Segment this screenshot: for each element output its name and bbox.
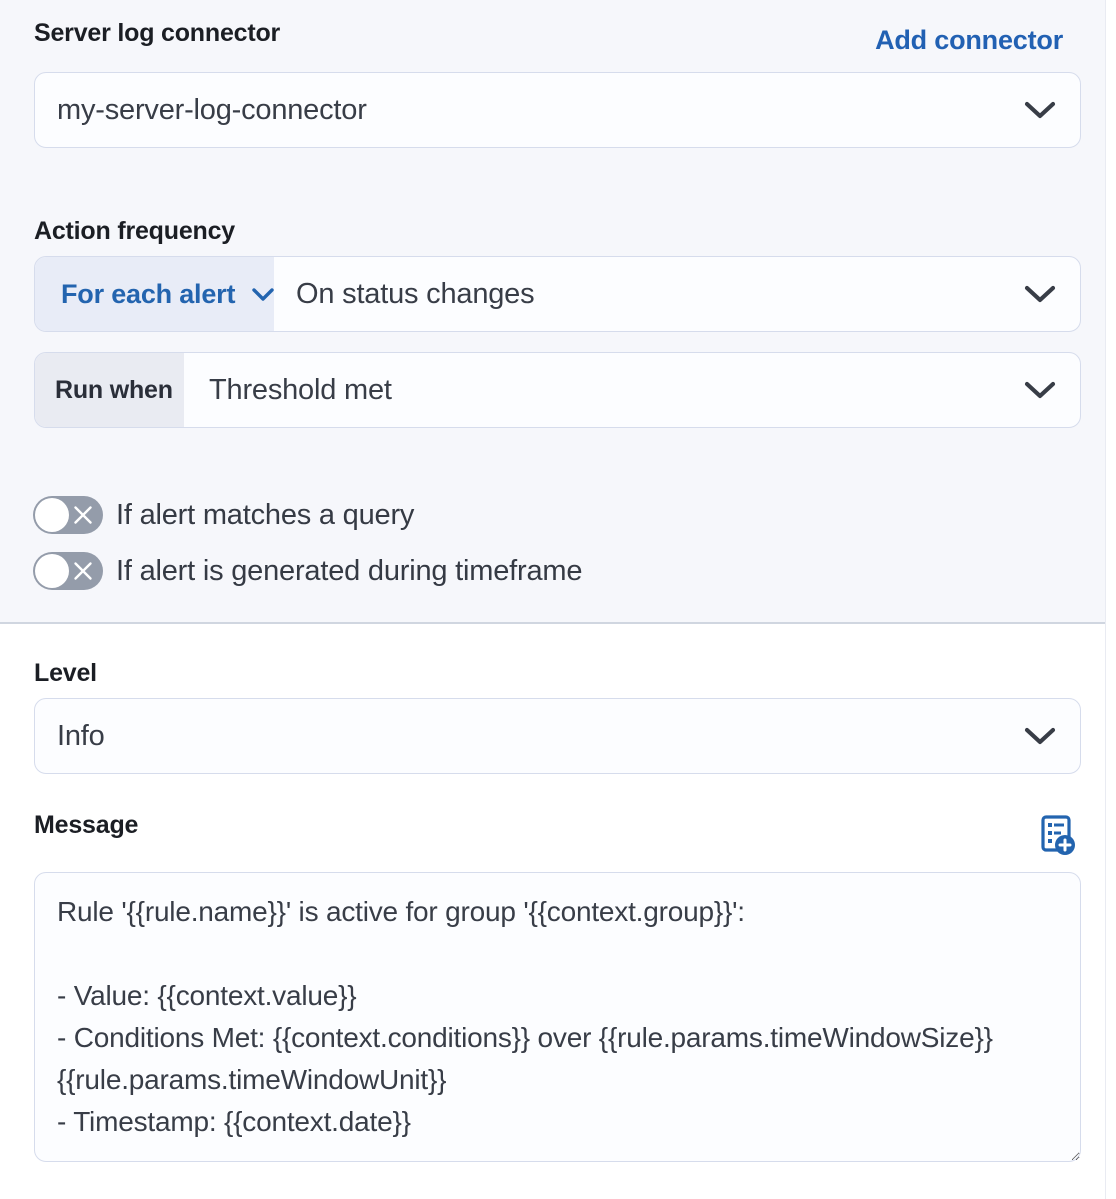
list-add-icon: [1041, 814, 1075, 859]
connector-label: Server log connector: [34, 19, 281, 47]
message-textarea[interactable]: [34, 872, 1081, 1162]
run-when-label: Run when: [55, 375, 173, 404]
frequency-select-value: For each alert: [61, 278, 236, 309]
scrollbar-track[interactable]: [1105, 0, 1106, 1199]
add-message-variable-button[interactable]: [1034, 812, 1082, 860]
chevron-down-icon: [1024, 101, 1056, 119]
chevron-down-icon: [1024, 285, 1056, 303]
level-select[interactable]: [34, 698, 1081, 774]
section-divider: [0, 622, 1105, 624]
add-connector-link[interactable]: Add connector: [875, 25, 1063, 55]
cross-icon: [72, 560, 94, 587]
toggle-knob: [35, 498, 69, 532]
query-toggle[interactable]: [33, 496, 103, 534]
notify-when-select-value[interactable]: On status changes: [296, 277, 535, 310]
action-frequency-label: Action frequency: [34, 217, 235, 245]
run-when-control: [34, 352, 1081, 428]
query-toggle-label: If alert matches a query: [116, 498, 415, 531]
timeframe-toggle-label: If alert is generated during timeframe: [116, 554, 583, 587]
level-label: Level: [34, 659, 97, 687]
frequency-select[interactable]: [35, 257, 274, 331]
timeframe-toggle[interactable]: [33, 552, 103, 590]
connector-select-value: my-server-log-connector: [57, 93, 367, 126]
chevron-down-icon: [251, 287, 275, 302]
query-filter-row: [33, 496, 414, 534]
cross-icon: [72, 504, 94, 531]
chevron-down-icon: [1024, 727, 1056, 745]
message-label: Message: [34, 811, 139, 839]
toggle-knob: [35, 554, 69, 588]
level-select-value: Info: [57, 719, 105, 752]
connector-select[interactable]: [34, 72, 1081, 148]
chevron-down-icon: [1024, 381, 1056, 399]
timeframe-filter-row: [33, 552, 582, 590]
action-frequency-control: [34, 256, 1081, 332]
run-when-select-value[interactable]: Threshold met: [209, 373, 392, 406]
run-when-label-segment: [35, 353, 184, 427]
